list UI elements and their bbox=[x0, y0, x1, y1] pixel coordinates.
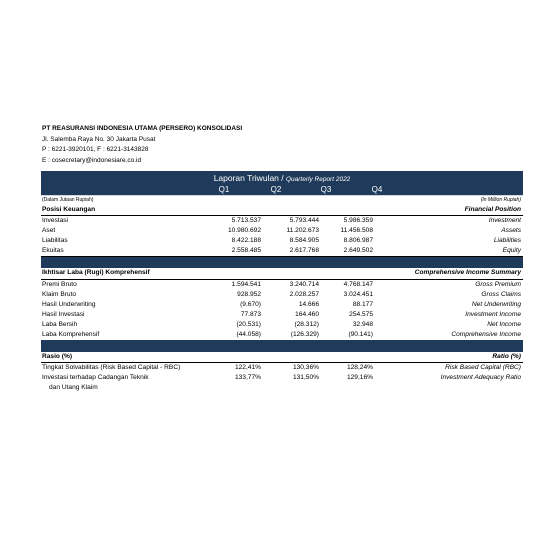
q1-value: 5.713.537 bbox=[231, 217, 261, 225]
row-label-en: Assets bbox=[501, 227, 521, 235]
q1-value: 122,41% bbox=[234, 364, 261, 372]
q3-value: 128,24% bbox=[346, 364, 373, 372]
table-row bbox=[41, 330, 523, 340]
q2-value: 3.240.714 bbox=[289, 280, 319, 288]
company-name: PT REASURANSI INDONESIA UTAMA (PERSERO) KONSOLIDASI bbox=[42, 125, 243, 132]
table-row bbox=[41, 226, 523, 236]
row-label-en: Net Income bbox=[487, 320, 521, 328]
section-title-ratio: Rasio (%) Ratio (%) bbox=[41, 352, 523, 363]
table-row bbox=[41, 373, 523, 383]
row-label-en: Gross Premium bbox=[475, 280, 521, 288]
row-label-en: Equity bbox=[502, 247, 521, 255]
q3-value: 11.456.508 bbox=[340, 227, 373, 235]
ratio-continuation-row bbox=[41, 383, 523, 393]
quarter-header-q3: Q3 bbox=[320, 185, 332, 194]
units-left: (Dalam Jutaan Rupiah) bbox=[42, 197, 94, 203]
q1-value: 77.873 bbox=[240, 310, 261, 318]
q3-value: 32.948 bbox=[352, 320, 373, 328]
table-row bbox=[41, 300, 523, 310]
q1-value: 2.558.485 bbox=[231, 247, 261, 255]
quarter-header-q2: Q2 bbox=[270, 185, 282, 194]
table-row bbox=[41, 290, 523, 300]
q3-value: 8.806.987 bbox=[343, 237, 373, 245]
row-label: Ekuitas bbox=[42, 247, 64, 255]
q1-value: (9.670) bbox=[240, 300, 261, 308]
q2-value: 131,50% bbox=[292, 374, 319, 382]
q3-value: 4.768.147 bbox=[343, 280, 373, 288]
row-label: Hasil Investasi bbox=[42, 310, 85, 318]
table-row bbox=[41, 280, 523, 290]
row-label: Laba Bersih bbox=[42, 320, 78, 328]
section-title-income: Ikhtisar Laba (Rugi) Komprehensif Comprehensive Income Summary bbox=[41, 268, 523, 279]
q1-value: 1.594.541 bbox=[231, 280, 261, 288]
q3-value: 2.649.502 bbox=[343, 247, 373, 255]
section-title-financial: Posisi Keuangan Financial Position bbox=[41, 205, 523, 216]
report-header bbox=[41, 171, 523, 196]
table-row bbox=[41, 246, 523, 257]
q3-value: (90.141) bbox=[348, 331, 373, 339]
q3-value: 3.024.451 bbox=[343, 290, 373, 298]
report-title: Laporan Triwulan / Quarterly Report 2022 bbox=[213, 173, 351, 183]
q2-value: 5.793.444 bbox=[289, 217, 319, 225]
row-label: Tingkat Solvabilitas (Risk Based Capital - RBC) bbox=[42, 364, 181, 372]
row-label: Aset bbox=[42, 227, 56, 235]
company-phone: P : 6221-3920101, F : 6221-3143828 bbox=[42, 146, 149, 153]
company-info bbox=[42, 124, 242, 166]
row-label: Laba Komprehensif bbox=[42, 331, 100, 339]
q2-value: 2.617.768 bbox=[289, 247, 319, 255]
row-label: Liabilitas bbox=[42, 237, 68, 245]
ratio-rows bbox=[41, 363, 523, 383]
row-label: Investasi bbox=[42, 217, 69, 225]
quarter-header-q4: Q4 bbox=[371, 185, 383, 194]
company-address: Jl. Salemba Raya No. 30 Jakarta Pusat bbox=[42, 135, 156, 143]
row-label-en: Investment bbox=[488, 217, 521, 225]
table-row bbox=[41, 363, 523, 373]
row-label-en: Risk Based Capital (RBC) bbox=[445, 364, 521, 372]
q1-value: (20.531) bbox=[236, 320, 261, 328]
q1-value: 133,77% bbox=[234, 374, 261, 382]
q1-value: (44.058) bbox=[236, 331, 261, 339]
q1-value: 10.980.692 bbox=[227, 227, 261, 235]
q3-value: 254.575 bbox=[349, 310, 373, 318]
table-row bbox=[41, 310, 523, 320]
row-label: Premi Bruto bbox=[42, 280, 77, 288]
quarterly-report-table bbox=[41, 171, 523, 393]
units-row bbox=[41, 196, 523, 205]
row-label: Klaim Bruto bbox=[42, 290, 77, 298]
company-email: E : cosecretary@indonesiare.co.id bbox=[42, 156, 142, 164]
q2-value: (126.329) bbox=[290, 331, 319, 339]
row-label-en: Comprehensive Income bbox=[451, 331, 521, 339]
q2-value: 11.202.673 bbox=[286, 227, 319, 235]
q3-value: 129,16% bbox=[346, 374, 373, 382]
section-separator bbox=[41, 340, 523, 352]
q1-value: 8.422.188 bbox=[231, 237, 261, 245]
income-rows bbox=[41, 280, 523, 341]
row-label-en: Investment Adequacy Ratio bbox=[440, 374, 521, 382]
row-label: Investasi terhadap Cadangan Teknik bbox=[42, 374, 149, 382]
q3-value: 88.177 bbox=[352, 300, 373, 308]
q2-value: 130,36% bbox=[292, 364, 319, 372]
q1-value: 928.952 bbox=[237, 290, 261, 298]
quarter-header-q1: Q1 bbox=[218, 185, 230, 194]
row-label-en: Net Underwriting bbox=[471, 300, 521, 308]
q3-value: 5.986.359 bbox=[343, 217, 373, 225]
report-subtitle: Quarterly Report 2022 bbox=[285, 176, 351, 183]
table-row bbox=[41, 320, 523, 330]
q2-value: (28.312) bbox=[294, 320, 319, 328]
row-label: Hasil Underwriting bbox=[42, 300, 96, 308]
table-row bbox=[41, 236, 523, 246]
q2-value: 164.460 bbox=[295, 310, 319, 318]
row-label-en: Gross Claims bbox=[481, 290, 521, 298]
table-row bbox=[41, 216, 523, 226]
section-separator bbox=[41, 257, 523, 268]
financial-rows bbox=[41, 216, 523, 257]
row-label-en: Liabilities bbox=[493, 237, 521, 245]
q2-value: 14.666 bbox=[298, 300, 319, 308]
units-right: (In Million Rupiah) bbox=[480, 197, 521, 203]
ratio-label-continuation: dan Utang Klaim bbox=[49, 384, 98, 392]
row-label-en: Investment Income bbox=[465, 310, 521, 318]
q2-value: 2.028.257 bbox=[289, 290, 319, 298]
q2-value: 8.584.905 bbox=[289, 237, 319, 245]
